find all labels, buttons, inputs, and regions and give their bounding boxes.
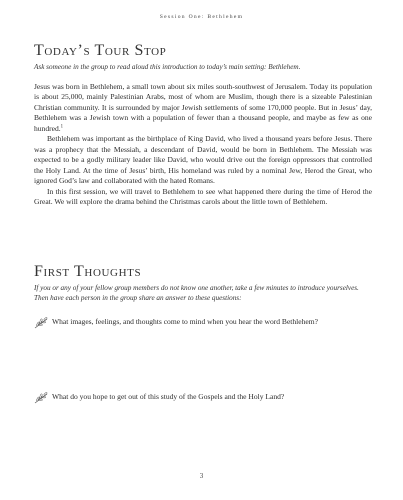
question-2-text: What do you hope to get out of this study of the Gospels and the Holy Land? [52,392,285,401]
intro-paragraph-1-text: Jesus was born in Bethlehem, a small town about six miles south-southwest of Jerusalem. Today its population is about 25,000, mainly Palestinian Arabs, most of whom are Muslim, though there is a sizeable Palestinian Christian community. It is surrounded by major Jewish settlements of some 170,000 people. But in Jesus’ day, Bethlehem was a Jewish town with a population of fewer than a thousand people, and maybe as few as one hundred. [34,82,372,133]
olive-branch-icon [34,317,49,329]
todays-tour-stop-heading: Today’s Tour Stop [34,42,167,59]
tour-stop-instruction: Ask someone in the group to read aloud this introduction to today’s main setting: Bethlehem. [34,63,301,71]
footnote-mark: 1 [60,124,64,130]
running-head: Session One: Bethlehem [159,14,244,20]
tour-stop-body [34,82,372,207]
olive-branch-icon [34,392,49,404]
question-1-text: What images, feelings, and thoughts come to mind when you hear the word Bethlehem? [52,317,318,326]
intro-paragraph-3: In this first session, we will travel to Bethlehem to see what happened there during the time of Herod the Great. We will explore the drama behind the Christmas carols about the little town of Bethlehem. [34,186,372,206]
intro-paragraph-1 [34,82,372,134]
first-thoughts-instruction: If you or any of your fellow group members do not know one another, take a few minutes to introduce yourselves. Then have each person in the group share an answer to these questions: [34,284,359,303]
first-thoughts-heading: First Thoughts [34,263,142,280]
page-number: 3 [199,472,204,480]
intro-paragraph-2: Bethlehem was important as the birthplace of King David, who lived a thousand years before Jesus. There was a prophecy that the Messiah, a descendant of David, would be born in Bethlehem. The Messiah was expected to be a godly military leader like David, who would drive out the foreign oppressors that controlled the Holy Land. At the time of Jesus’ birth, His homeland was ruled by a nominal Jew, Herod the Great, who ignored God’s law and collaborated with the hated Romans. [34,134,372,186]
